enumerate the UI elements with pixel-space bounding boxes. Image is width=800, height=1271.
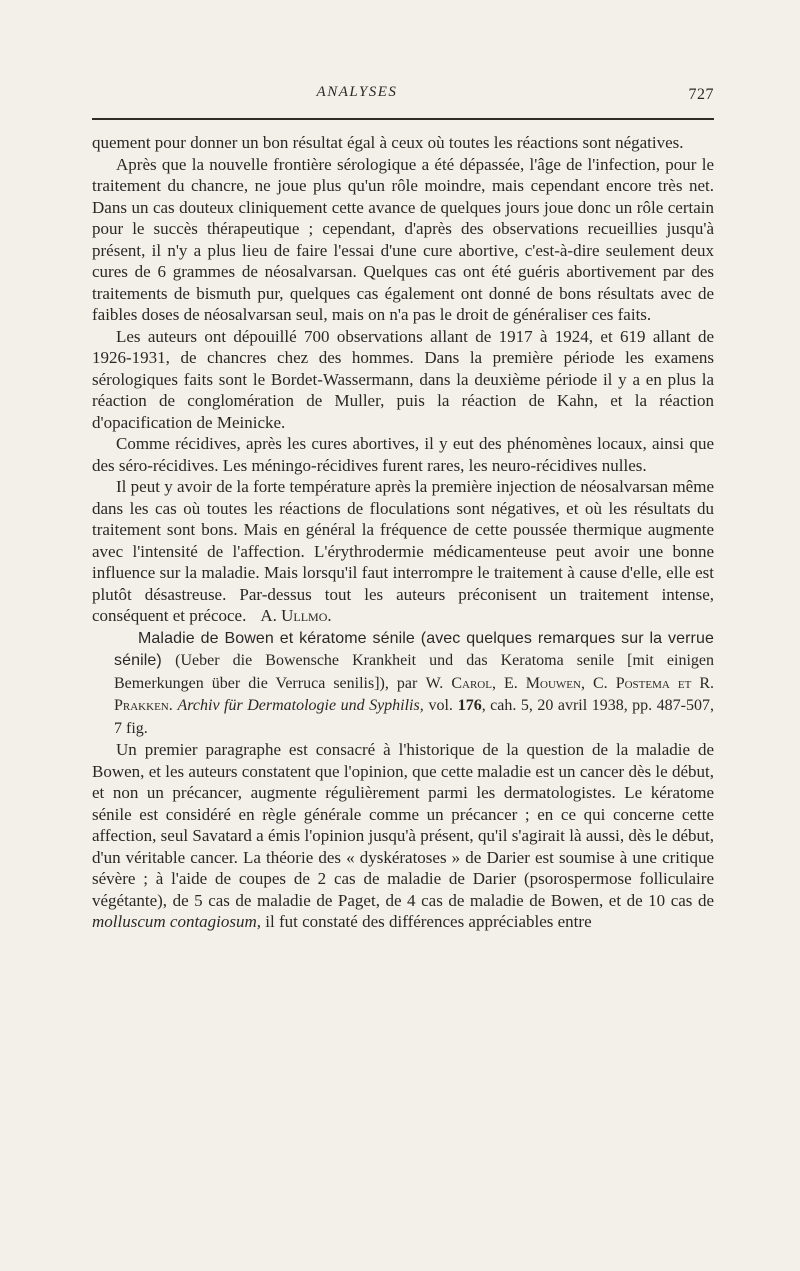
page-header — [92, 84, 714, 112]
header-rule — [92, 118, 714, 120]
paragraph-text: Il peut y avoir de la forte température après la première injection de néosalvarsan même dans les cas où toutes les réactions de floculations sont négatives, et où les résultats du traitement sont bons. Mais en général la fréquence de cette poussée thermique augmente avec l'intensité de l'affection. L'érythrodermie médicamenteuse peut avoir une bonne influence sur la maladie. Mais lorsqu'il faut interrompre le traitement à cause d'elle, elle est plutôt désastreuse. Par-dessus tout les auteurs préconisent un traitement intense, conséquent et précoce. — [92, 477, 714, 625]
author-signature: A. Ullmo. — [260, 606, 332, 625]
original-title: (Ueber die Bowensche Krankheit und das Keratoma senile [mit einigen Bemerkungen über die Verruca senilis]), par — [114, 652, 714, 692]
paragraph-continued — [92, 132, 714, 154]
abstract-authors: W. Carol, E. Mouwen, C. Postema et R. Prakken. — [114, 674, 715, 714]
paragraph-text: quement pour donner un bon résultat égal à ceux où toutes les réactions sont négatives. — [92, 133, 684, 152]
paragraph-text-end: il fut constaté des différences appréciables entre — [265, 912, 592, 931]
volume-prefix: vol. — [428, 697, 453, 714]
paragraph — [92, 476, 714, 627]
paragraph-text: Un premier paragraphe est consacré à l'historique de la question de la maladie de Bowen, et les auteurs constatent que l'opinion, que cette maladie est un cancer dès le début, et non un précancer, augmente régulièrement parmi les dermatologistes. Le kératome sénile est considéré en règle générale comme un précancer ; en ce qui concerne cette affection, seul Savatard a émis l'opinion jusqu'à présent, qu'il s'agirait là aussi, dès le début, d'un véritable cancer. La théorie des « dyskératoses » de Darier est soumise à une critique sévère ; à l'aide de coupes de 2 cas de maladie de Darier (psorospermose folliculaire végétante), de 5 cas de maladie de Paget, de 4 cas de maladie de Bowen, et de 10 cas de — [92, 740, 714, 910]
page-number: 727 — [688, 86, 714, 103]
paragraph — [92, 326, 714, 434]
body-text — [92, 132, 714, 933]
abstract-title: Maladie de Bowen et kératome sénile (avec quelques remarques sur la verrue sénile) — [114, 629, 714, 669]
paragraph-text: Après que la nouvelle frontière sérologique a été dépassée, l'âge de l'infection, pour le traitement du chancre, ne joue plus qu'un rôle moindre, mais cependant encore très net. Dans un cas douteux cliniquement cette avance de quelques jours joue donc un rôle certain pour le succès thérapeutique ; cependant, d'après des observations recueillies jusqu'à présent, il n'y a plus lieu de faire l'essai d'une cure abortive, c'est-à-dire seulement deux cures de 6 grammes de néosalvarsan. Quelques cas ont été guéris abortivement par des traitements de bismuth pur, quelques cas également ont donné de bons résultats avec de faibles doses de néosalvarsan seul, mais on n'a pas le droit de généraliser ces faits. — [92, 154, 714, 324]
paragraph-text: Comme récidives, après les cures abortives, il y eut des phénomènes locaux, ainsi que des séro-récidives. Les méningo-récidives furent rares, les neuro-récidives nulles. — [92, 434, 714, 475]
paragraph — [92, 154, 714, 326]
italic-term: molluscum contagiosum, — [92, 912, 262, 931]
volume-number: 176 — [457, 697, 482, 714]
abstract-heading — [92, 627, 714, 740]
paragraph-text: Les auteurs ont dépouillé 700 observations allant de 1917 à 1924, et 619 allant de 1926-1931, de chancres chez des hommes. Dans la première période les examens sérologiques faits sont le Bordet-Wassermann, dans la deuxième période il y a en plus la réaction de conglomération de Muller, puis la réaction de Kahn, et la réaction d'opacification de Meinicke. — [92, 326, 714, 432]
citation-details: , cah. 5, 20 avril 1938, pp. 487-507, 7 fig. — [114, 697, 715, 737]
journal-name: Archiv für Dermatologie und Syphilis, — [177, 697, 424, 714]
paragraph — [92, 739, 714, 933]
paragraph — [92, 433, 714, 476]
running-title: ANALYSES — [316, 84, 398, 100]
